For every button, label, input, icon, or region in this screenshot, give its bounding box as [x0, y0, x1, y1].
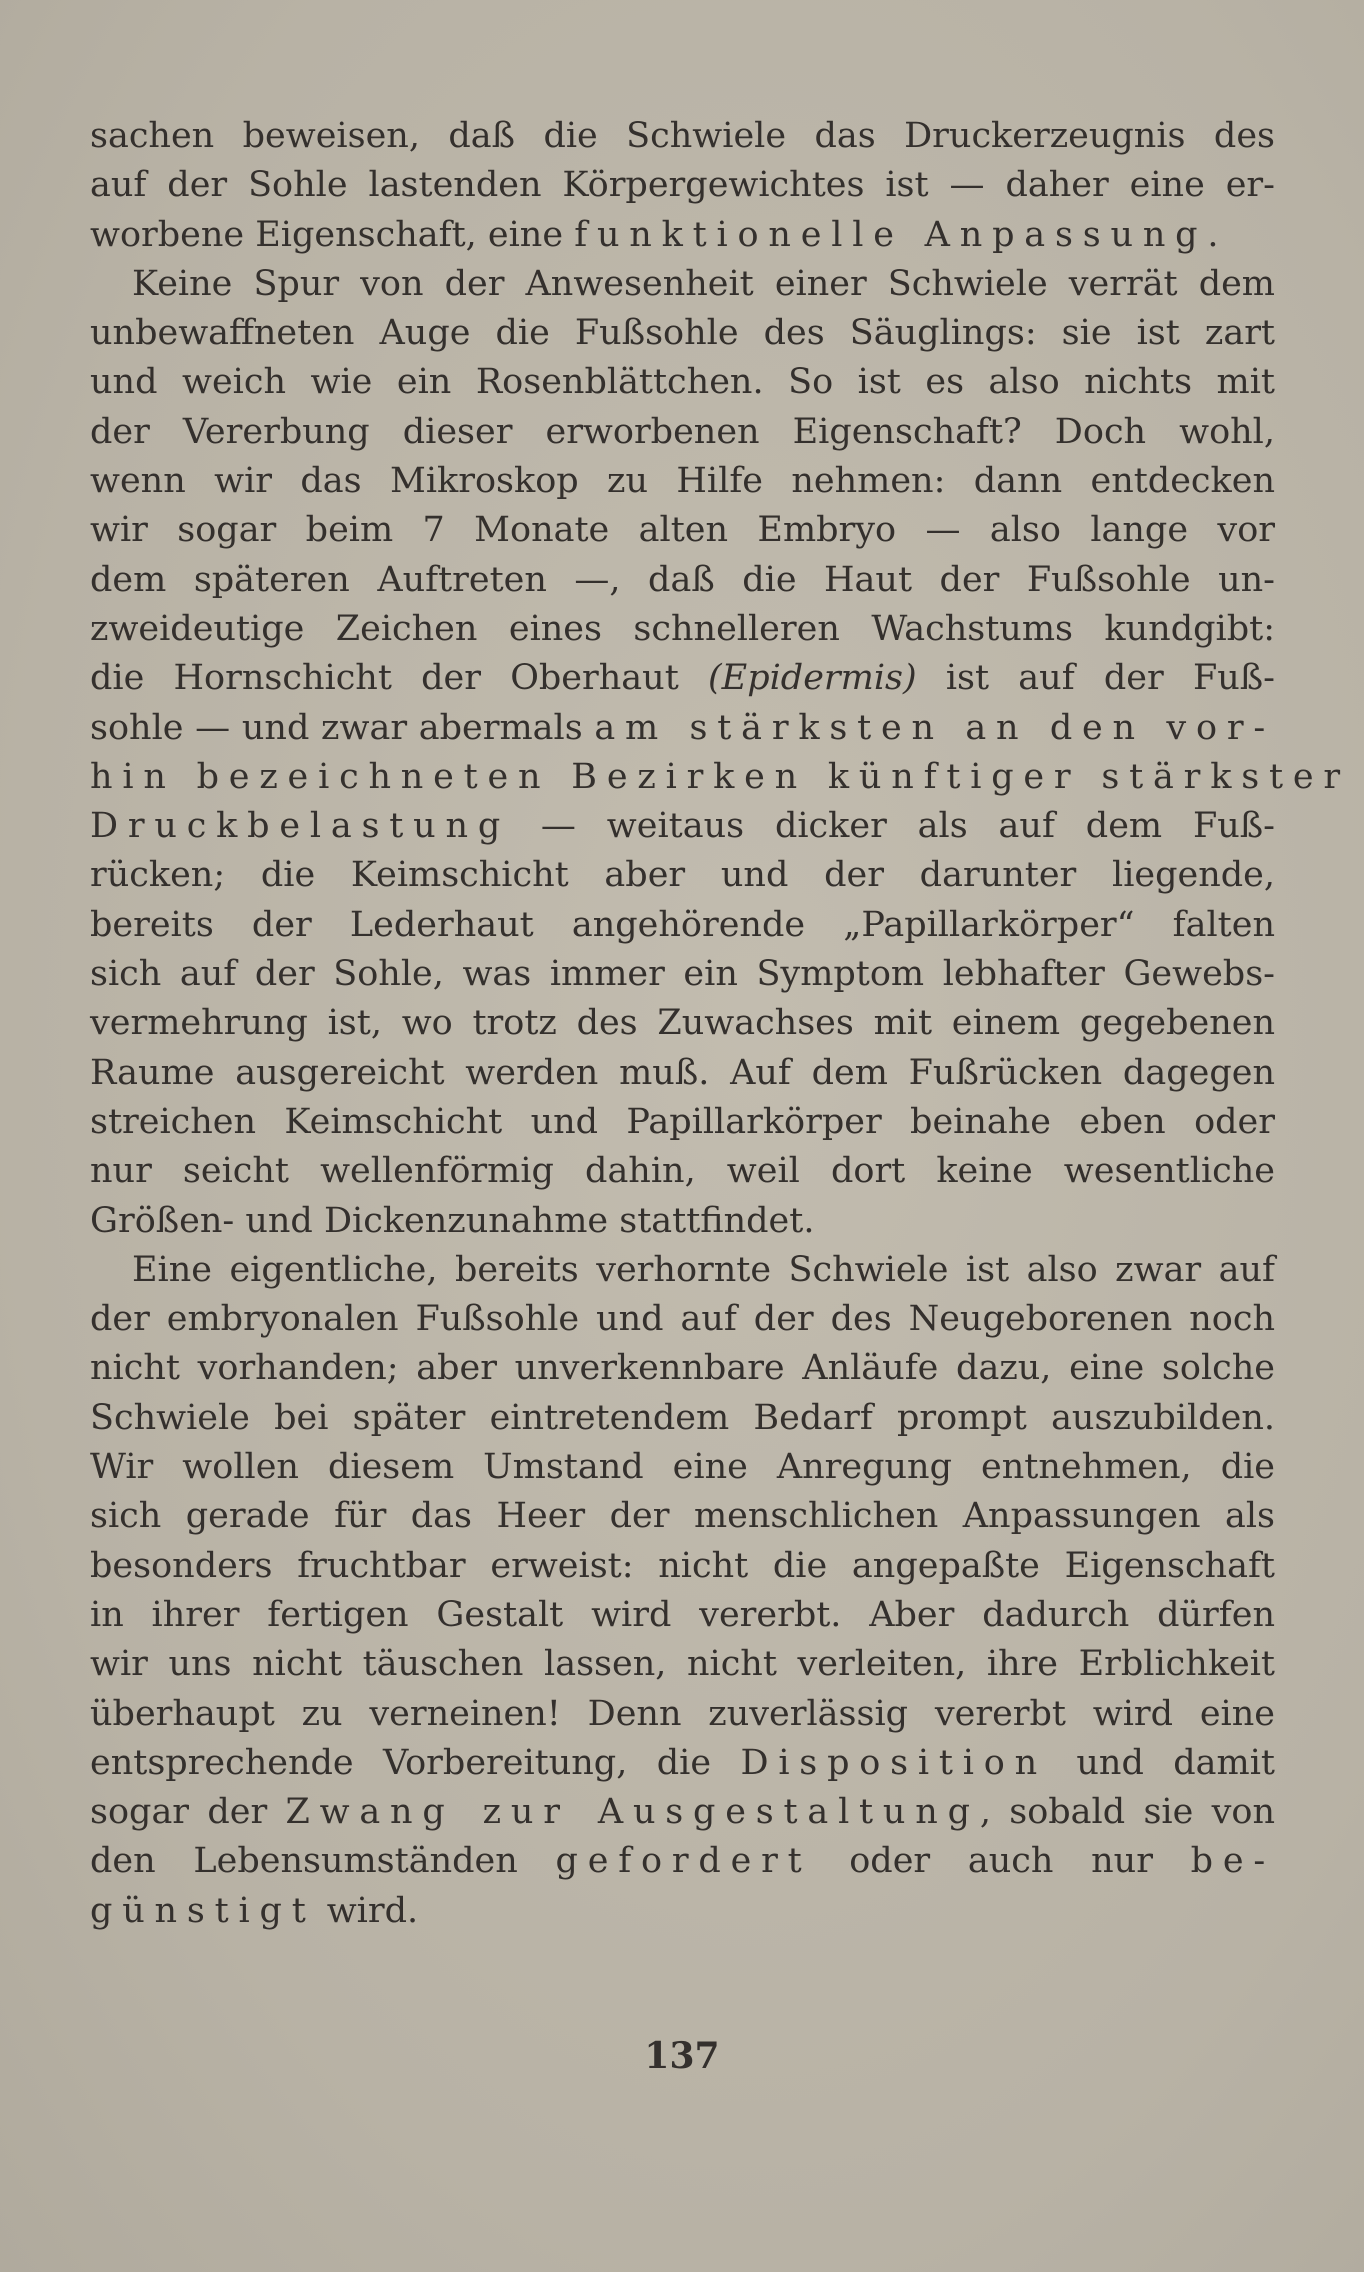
- spaced-emphasis: funktionelle Anpassung: [574, 214, 1208, 255]
- text-segment: der embryonalen Fußsohle und auf der des Neugeborenen noch: [90, 1299, 1275, 1340]
- text-segment: sohle — und zwar abermals: [90, 707, 595, 748]
- text-line: [90, 901, 1275, 950]
- body-text: [90, 112, 1350, 1936]
- text-segment: den Lebensumständen: [90, 1841, 556, 1882]
- text-line: [90, 1591, 1275, 1640]
- text-segment: worbene Eigenschaft, eine: [90, 214, 575, 255]
- text-line: [90, 1640, 1275, 1689]
- text-segment: oder auch nur: [811, 1841, 1191, 1882]
- spaced-emphasis: am stärksten an den vor-: [594, 707, 1275, 748]
- text-line: [90, 1344, 1275, 1393]
- text-segment: überhaupt zu verneinen! Denn zuverlässig vererbt wird eine: [90, 1693, 1275, 1734]
- spaced-emphasis: Druckbelastung: [90, 806, 511, 847]
- text-line: [90, 605, 1275, 654]
- text-segment: Eine eigentliche, bereits verhornte Schwiele ist also zwar auf: [132, 1249, 1275, 1290]
- spaced-emphasis: hin bezeichneten Bezirken künftiger stärkster: [90, 756, 1350, 797]
- text-line: [90, 654, 1275, 703]
- text-segment: auf der Sohle lastenden Körpergewichtes ist — daher eine er-: [90, 165, 1275, 206]
- text-line: [90, 1788, 1275, 1837]
- spaced-emphasis: Zwang zur Ausgestaltung: [285, 1792, 980, 1833]
- text-segment: Keine Spur von der Anwesenheit einer Schwiele verrät dem: [132, 263, 1275, 304]
- text-segment: Größen- und Dickenzunahme stattfindet.: [90, 1200, 815, 1241]
- text-segment: Schwiele bei später eintretendem Bedarf prompt auszubilden.: [90, 1397, 1275, 1438]
- text-line: [90, 211, 1275, 260]
- text-line: [90, 1443, 1275, 1492]
- text-line: [90, 1492, 1275, 1541]
- spaced-emphasis: gefordert: [555, 1841, 812, 1882]
- text-segment: nur seicht wellenförmig dahin, weil dort keine wesentliche: [90, 1151, 1275, 1192]
- text-segment: Wir wollen diesem Umstand eine Anregung entnehmen, die: [90, 1447, 1275, 1488]
- text-line: [90, 408, 1275, 457]
- text-line: [90, 161, 1275, 210]
- text-line: [90, 506, 1275, 555]
- text-segment: und damit: [1046, 1742, 1275, 1783]
- text-segment: die Hornschicht der Oberhaut: [90, 658, 708, 699]
- text-segment: Raume ausgereicht werden muß. Auf dem Fußrücken dagegen: [90, 1052, 1275, 1093]
- text-line: [90, 1049, 1275, 1098]
- text-line: [90, 457, 1275, 506]
- spaced-emphasis: günstigt: [90, 1890, 316, 1931]
- text-line: [90, 1295, 1275, 1344]
- text-segment: dem späteren Auftreten —, daß die Haut der Fußsohle un-: [90, 559, 1275, 600]
- spaced-emphasis: Disposition: [740, 1742, 1047, 1783]
- text-line: [90, 1887, 1275, 1936]
- text-line: [90, 1837, 1275, 1886]
- text-segment: streichen Keimschicht und Papillarkörper beinahe eben oder: [90, 1101, 1275, 1142]
- text-segment: nicht vorhanden; aber unverkennbare Anläufe dazu, eine solche: [90, 1348, 1275, 1389]
- text-line: [90, 802, 1275, 851]
- text-segment: wir uns nicht täuschen lassen, nicht verleiten, ihre Erblichkeit: [90, 1644, 1275, 1685]
- spaced-emphasis: be-: [1190, 1841, 1276, 1882]
- text-line: [90, 1197, 1275, 1246]
- text-line: [90, 260, 1275, 309]
- text-line: [90, 999, 1275, 1048]
- text-line: [90, 1542, 1275, 1591]
- text-segment: vermehrung ist, wo trotz des Zuwachses mit einem gegebenen: [90, 1003, 1275, 1044]
- text-segment: rücken; die Keimschicht aber und der darunter liegende,: [90, 855, 1275, 896]
- text-line: [90, 1739, 1275, 1788]
- text-segment: — weitaus dicker als auf dem Fuß-: [510, 806, 1275, 847]
- text-segment: , sobald sie von: [979, 1792, 1275, 1833]
- text-segment: zweideutige Zeichen eines schnelleren Wachstums kundgibt:: [90, 608, 1275, 649]
- text-segment: besonders fruchtbar erweist: nicht die angepaßte Eigenschaft: [90, 1545, 1275, 1586]
- text-line: [90, 704, 1275, 753]
- text-line: [90, 112, 1275, 161]
- text-segment: wird.: [315, 1890, 419, 1931]
- text-segment: .: [1207, 214, 1219, 255]
- text-line: [90, 950, 1275, 999]
- text-segment: entsprechende Vorbereitung, die: [90, 1742, 741, 1783]
- text-line: [90, 309, 1275, 358]
- text-line: [90, 1098, 1275, 1147]
- page-number: 137: [644, 2035, 720, 2077]
- text-line: [90, 1690, 1275, 1739]
- text-line: [90, 358, 1275, 407]
- text-segment: ist auf der Fuß-: [916, 658, 1275, 699]
- text-segment: wir sogar beim 7 Monate alten Embryo — also lange vor: [90, 510, 1275, 551]
- text-segment: der Vererbung dieser erworbenen Eigenschaft? Doch wohl,: [90, 411, 1275, 452]
- text-segment: sich gerade für das Heer der menschlichen Anpassungen als: [90, 1496, 1275, 1537]
- text-segment: bereits der Lederhaut angehörende „Papillarkörper“ falten: [90, 904, 1275, 945]
- text-segment: wenn wir das Mikroskop zu Hilfe nehmen: dann entdecken: [90, 461, 1275, 502]
- text-line: [90, 1147, 1275, 1196]
- text-segment: sogar der: [90, 1792, 286, 1833]
- italic-term: (Epidermis): [707, 658, 917, 699]
- text-segment: in ihrer fertigen Gestalt wird vererbt. Aber dadurch dürfen: [90, 1594, 1275, 1635]
- text-segment: sich auf der Sohle, was immer ein Symptom lebhafter Gewebs-: [90, 954, 1275, 995]
- text-segment: unbewaffneten Auge die Fußsohle des Säuglings: sie ist zart: [90, 313, 1275, 354]
- text-line: [90, 851, 1275, 900]
- text-segment: und weich wie ein Rosenblättchen. So ist es also nichts mit: [90, 362, 1275, 403]
- text-segment: sachen beweisen, daß die Schwiele das Druckerzeugnis des: [90, 116, 1275, 156]
- text-line: [90, 1394, 1275, 1443]
- text-line: [90, 556, 1275, 605]
- text-line: [90, 753, 1350, 802]
- text-line: [90, 1246, 1275, 1295]
